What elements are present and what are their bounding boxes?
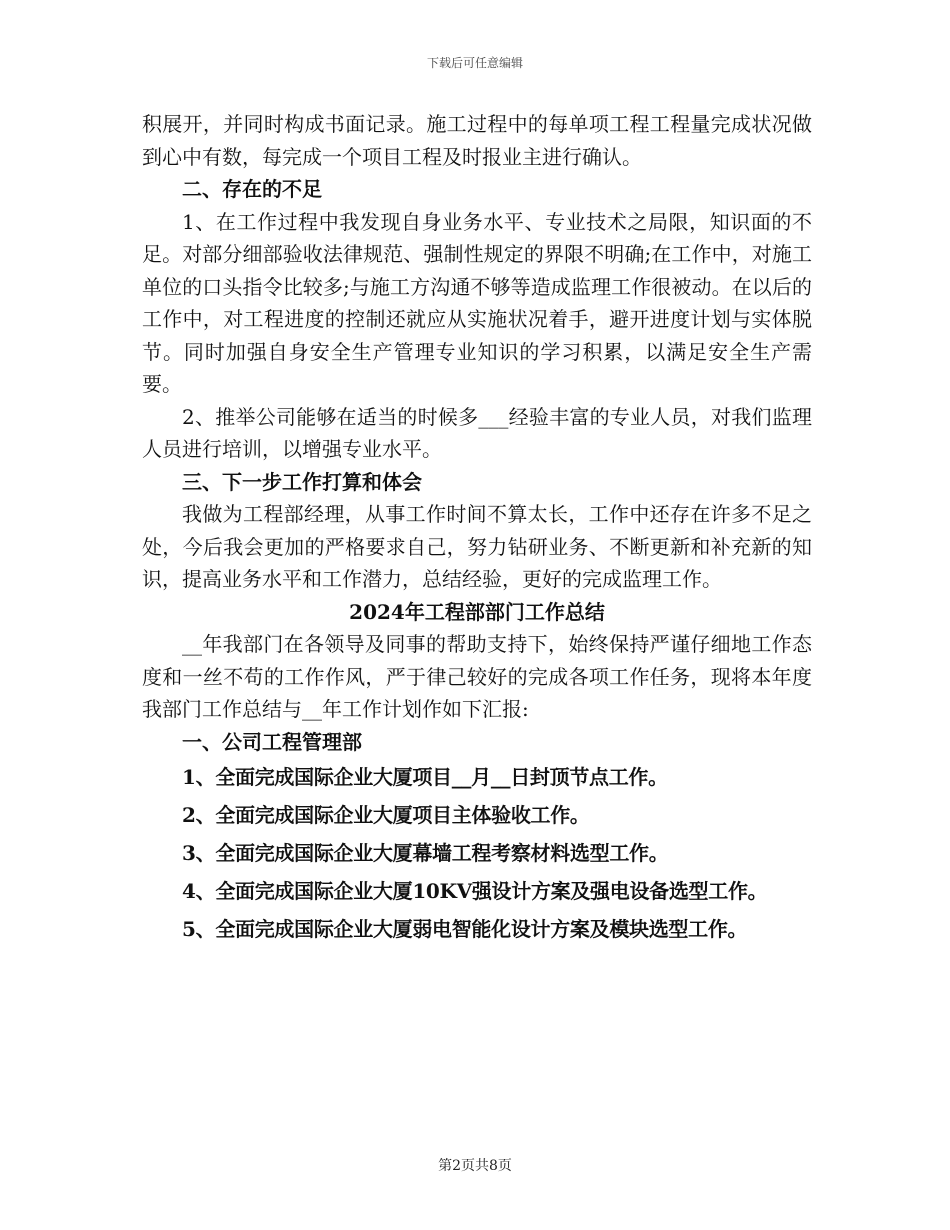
document-title: 2024年工程部部门工作总结 <box>349 599 605 624</box>
list-item: 2、全面完成国际企业大厦项目主体验收工作。 <box>182 803 590 827</box>
list-item: 1、全面完成国际企业大厦项目__月__日封顶节点工作。 <box>182 765 668 789</box>
section-heading-shortcomings: 二、存在的不足 <box>182 177 322 201</box>
page-footer: 第2页共8页 <box>438 1158 512 1174</box>
paragraph-shortcoming-2: 2、推举公司能够在适当的时候多___经验丰富的专业人员，对我们监理人员进行培训，以增强专业水平。 <box>142 404 812 461</box>
list-item: 3、全面完成国际企业大厦幕墙工程考察材料选型工作。 <box>182 841 669 865</box>
section-heading-next-steps: 三、下一步工作打算和体会 <box>182 469 422 494</box>
list-item: 5、全面完成国际企业大厦弱电智能化设计方案及模块选型工作。 <box>182 917 748 941</box>
paragraph-shortcoming-1: 1、在工作过程中我发现自身业务水平、专业技术之局限，知识面的不足。对部分细部验收法律规范、强制性规定的界限不明确;在工作中，对施工单位的口头指令比较多;与施工方沟通不够等造成监理工作很被动。在以后的工作中，对工程进度的控制还就应从实施状况着手，避开进度计划与实体脱节。同时加强自身安全生产管理专业知识的学习积累，以满足安全生产需要。 <box>142 209 812 396</box>
paragraph-next-steps: 我做为工程部经理，从事工作时间不算太长，工作中还存在许多不足之处，今后我会更加的严格要求自己，努力钻研业务、不断更新和补充新的知识，提高业务水平和工作潜力，总结经验，更好的完成监理工作。 <box>142 502 812 591</box>
section-heading-engineering-dept: 一、公司工程管理部 <box>182 729 362 754</box>
paragraph-intro: __年我部门在各领导及同事的帮助支持下，始终保持严谨仔细地工作态度和一丝不苟的工作作风，严于律己较好的完成各项工作任务，现将本年度我部门工作总结与__年工作计划作如下汇报: <box>142 632 812 721</box>
document-body <box>142 108 812 948</box>
list-item: 4、全面完成国际企业大厦10KV强设计方案及强电设备选型工作。 <box>182 879 768 903</box>
paragraph-continuation: 积展开，并同时构成书面记录。施工过程中的每单项工程工程量完成状况做到心中有数，每完成一个项目工程及时报业主进行确认。 <box>142 112 812 169</box>
page-header: 下载后可任意编辑 <box>426 56 523 70</box>
